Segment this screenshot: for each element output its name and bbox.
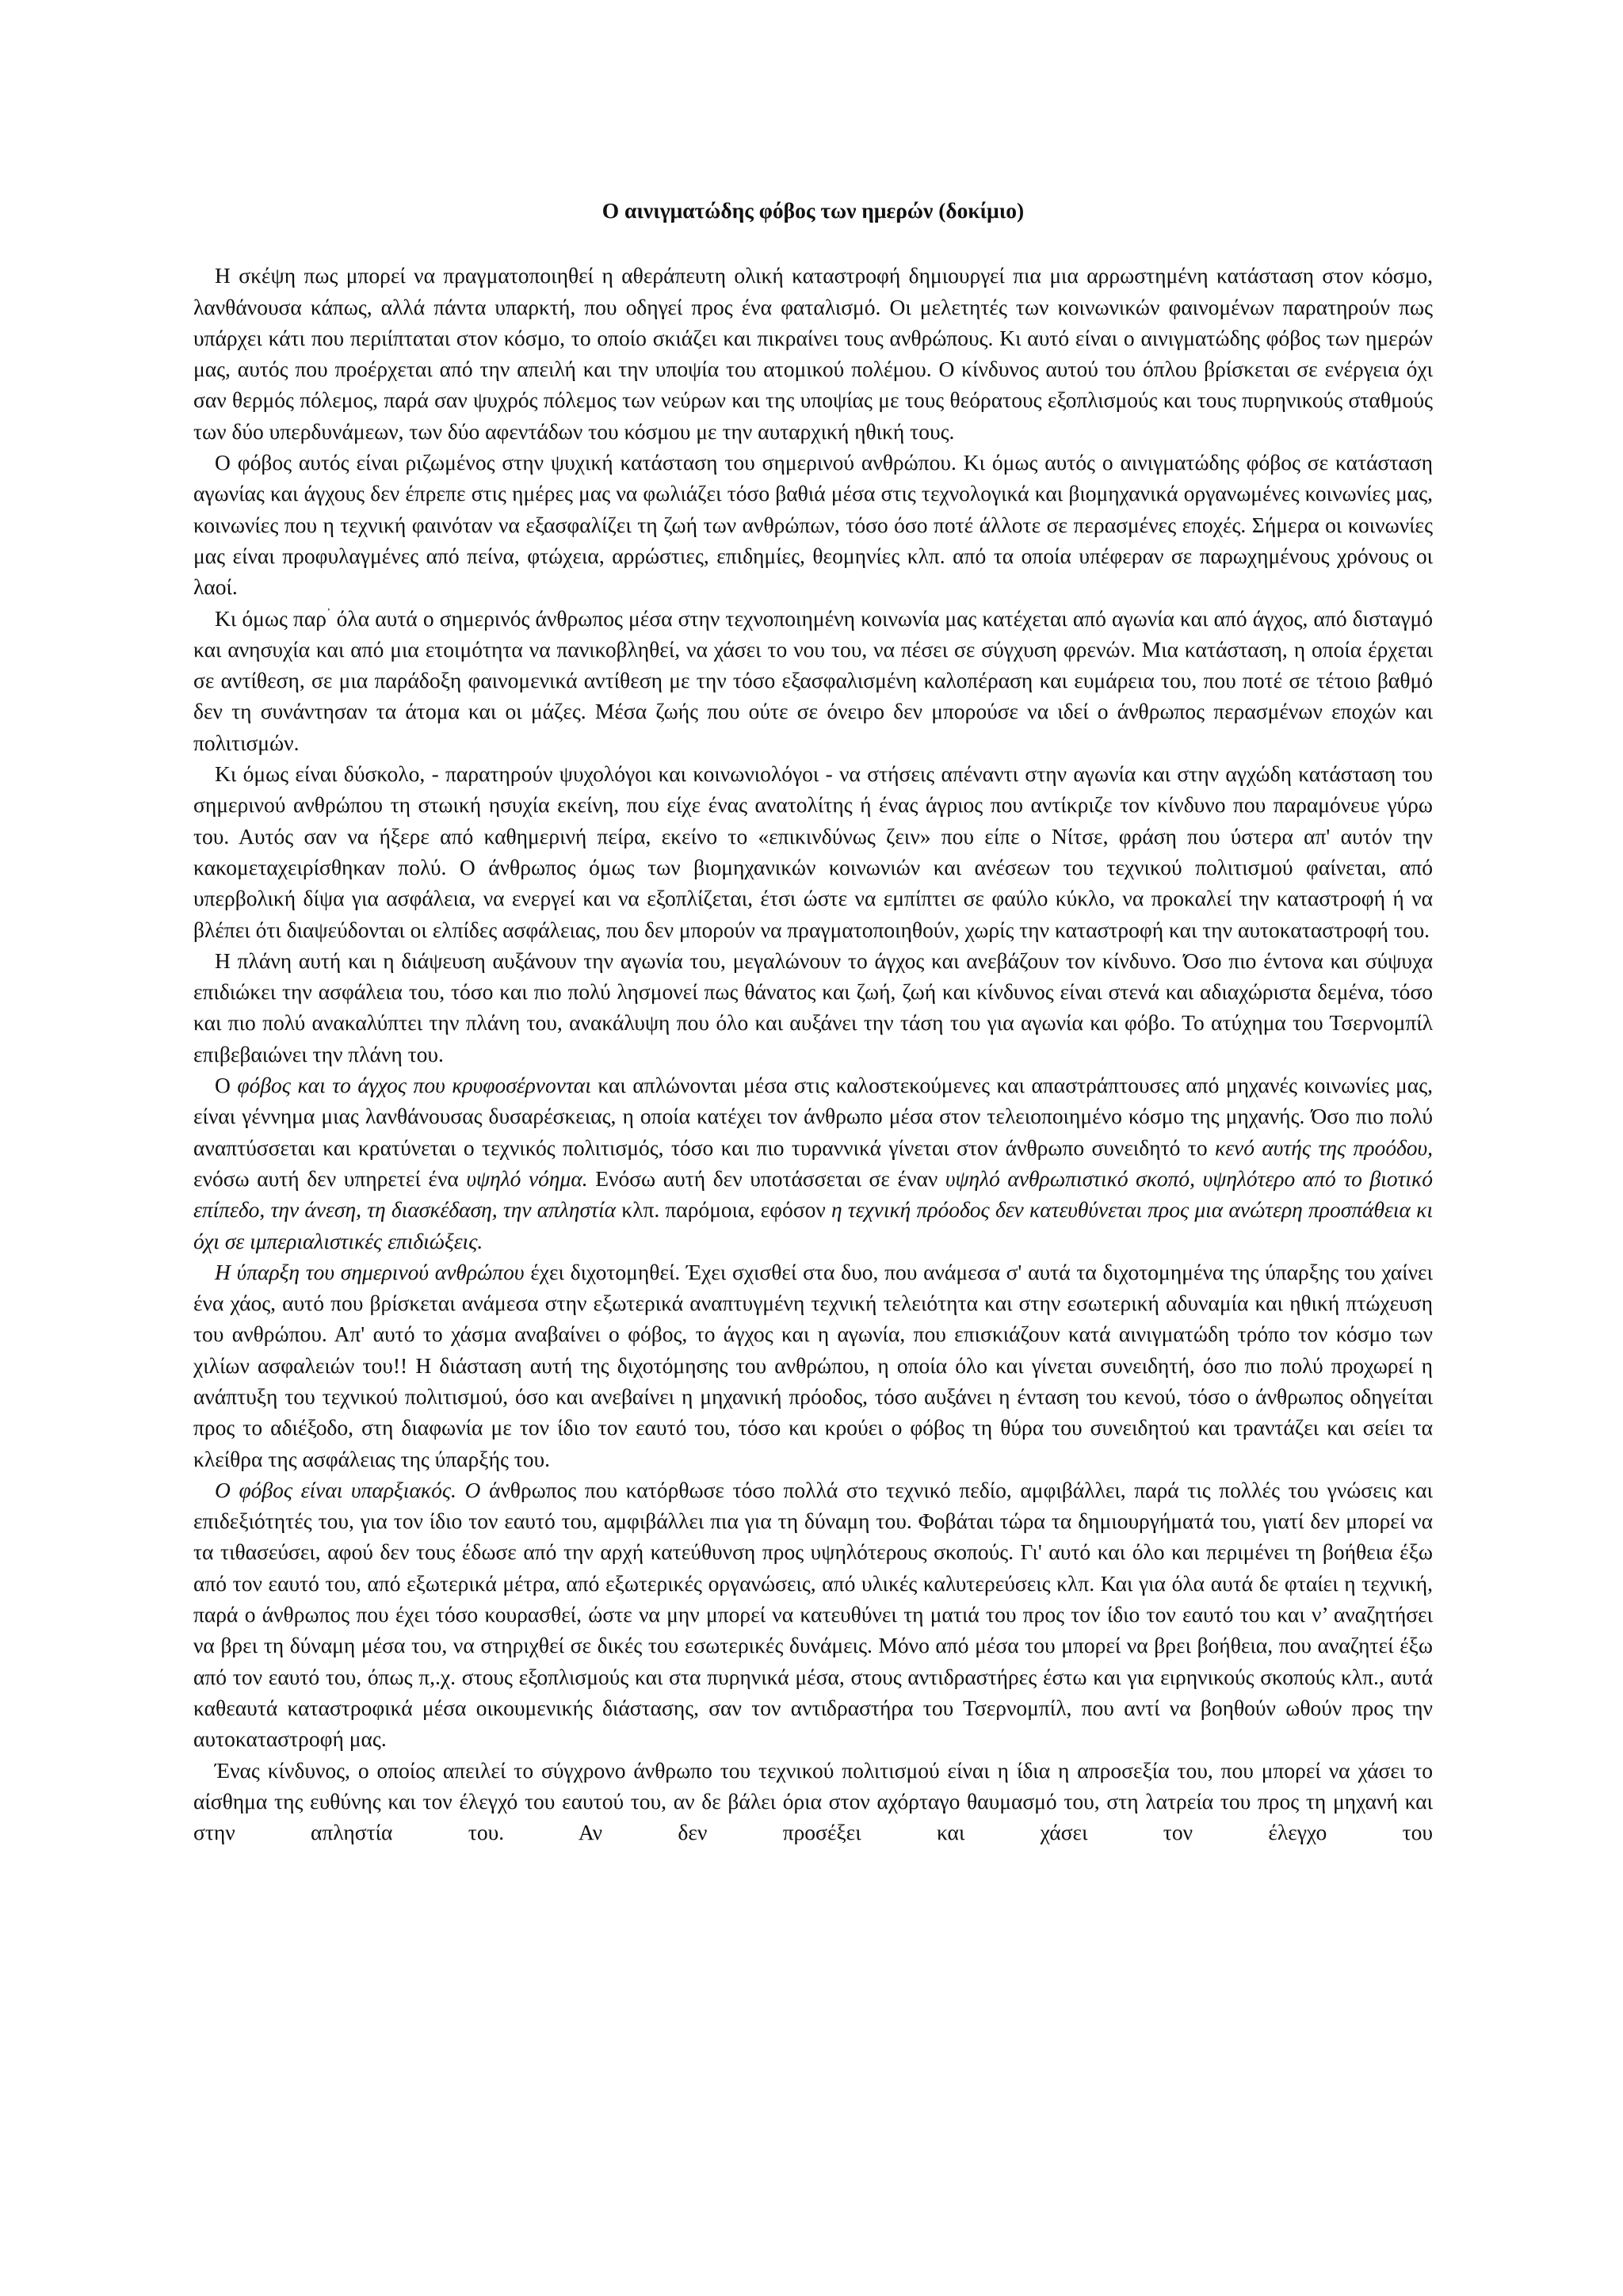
text-run: Ένας κίνδυνος, ο οποίος απειλεί το σύγχρονο άνθρωπο του τεχνικού πολιτισμού είναι η ίδια η απροσεξία του, που μπορεί να χάσει το αίσθημα της ευθύνης και τον έλεγχό του εαυτού του, αν δε βάλει όρια στον αχόρταγο θαυμασμό του, στη λατρεία του προς τη μηχανή και στην απληστία του. Αν δεν προσέξει και χάσει τον έλεγχο του [193, 1757, 1433, 1845]
paragraph [193, 1755, 1433, 1848]
text-run: Κι όμως είναι δύσκολο, - παρατηρούν ψυχολόγοι και κοινωνιολόγοι - να στήσεις απέναντι στην αγωνία και στην αγχώδη κατάσταση του σημερινού ανθρώπου τη στωική ησυχία εκείνη, που είχε ένας ανατολίτης ή ένας άγριος που αντίκριζε τον κίνδυνο που παραμόνευε γύρω του. Αυτός σαν να ήξερε από καθημερινή πείρα, εκείνο το «επικινδύνως ζειν» που είπε ο Νίτσε, φράση που ύστερα απ' αυτόν την κακομεταχειρίσθηκαν πολύ. Ο άνθρωπος όμως των βιομηχανικών κοινωνιών και ανέσεων του τεχνικού πολιτισμού φαίνεται, από υπερβολική δίψα για ασφάλεια, να ενεργεί και να εξοπλίζεται, έτσι ώστε να εμπίπτει σε φαύλο κύκλο, να προκαλεί την καταστροφή ή να βλέπει ότι διαψεύδονται οι ελπίδες ασφάλειας, που δεν μπορούν να πραγματοποιηθούν, χωρίς την καταστροφή και την αυτοκαταστροφή του. [193, 761, 1433, 942]
text-run: κλπ. παρόμοια, εφόσον [616, 1197, 831, 1222]
paragraph [193, 945, 1433, 1070]
essay-text [193, 260, 1433, 1848]
text-run: Η πλάνη αυτή και η διάψευση αυξάνουν την αγωνία του, μεγαλώνουν το άγχος και ανεβάζουν τον κίνδυνο. Όσο πιο έντονα και σύψυχα επιδιώκει την ασφάλεια του, τόσο και πιο πολύ λησμονεί πως θάνατος και ζωή, ζωή και κίνδυνος είναι στενά και αδιαχώριστα δεμένα, τόσο και πιο πολύ ανακαλύπτει την πλάνη του, ανακάλυψη που όλο και αυξάνει την τάση του για αγωνία και φόβο. Το ατύχημα του Τσερνομπίλ επιβεβαιώνει την πλάνη του. [193, 948, 1433, 1066]
paragraph [193, 1474, 1433, 1755]
document-title: Ο αινιγματώδης φόβος των ημερών (δοκίμιο) [601, 198, 1025, 223]
text-run: ενόσω αυτή δεν υπηρετεί ένα [193, 1165, 467, 1191]
italic-text: η τεχνική πρόοδος δεν κατευθύνεται προς μια ανώτερη προσπάθεια κι όχι σε ιμπεριαλιστικές επιδιώξεις. [193, 1197, 1433, 1253]
text-run: και απλώνονται μέσα στις καλοστεκούμενες και απαστράπτουσες από μηχανές κοινωνίες μας, είναι γέννημα μιας λανθάνουσας δυσαρέσκειας, η οποία κατέχει τον άνθρωπο μέσα στον τελειοποιημένο κόσμο της μηχανής. Όσο πιο πολύ αναπτύσσεται και κρατύνεται ο τεχνικός πολιτισμός, τόσο και πιο τυραννικά γίνεται στον άνθρωπο συνειδητό το [193, 1073, 1433, 1160]
italic-text: υψηλό ανθρωπιστικό σκοπό, υψηλότερο από το βιοτικό επίπεδο, την άνεση, τη διασκέδαση, την απληστία [193, 1165, 1433, 1222]
paragraph [193, 603, 1433, 758]
text-run: Κι όμως παρ [215, 605, 327, 631]
text-run: Ο φόβος αυτός είναι ριζωμένος στην ψυχική κατάσταση του σημερινού ανθρώπου. Κι όμως αυτός ο αινιγματώδης φόβος σε κατάσταση αγωνίας και άγχους δεν έπρεπε στις ημέρες μας να φωλιάζει τόσο βαθιά μέσα στις τεχνολογικά και βιομηχανικά οργανωμένες κοινωνίες μας, κοινωνίες που η τεχνική φαινόταν να εξασφαλίζει τη ζωή των ανθρώπων, τόσο όσο ποτέ άλλοτε σε περασμένες εποχές. Σήμερα οι κοινωνίες μας είναι προφυλαγμένες από πείνα, φτώχεια, αρρώστιες, επιδημίες, θεομηνίες κλπ. από τα οποία υπέφεραν σε παρωχημένους χρόνους οι λαοί. [193, 450, 1433, 600]
text-run: Ο [215, 1073, 238, 1098]
paragraph [193, 1257, 1433, 1474]
italic-text: υψηλό νόημα. [466, 1165, 588, 1191]
paragraph [193, 447, 1433, 602]
text-run: Ενόσω αυτή δεν υποτάσσεται σε έναν [587, 1165, 945, 1191]
text-run: όλα αυτά ο σημερινός άνθρωπος μέσα στην τεχνοποιημένη κοινωνία μας κατέχεται από αγωνία και από άγχος, από δισταγμό και ανησυχία και από μια ετοιμότητα να πανικοβληθεί, να χάσει το νου του, να πέσει σε σύγχυση φρενών. Μια κατάσταση, η οποία έρχεται σε αντίθεση, σε μια παράδοξη φαινομενικά αντίθεση με την τόσο εξασφαλισμένη καλοπέραση και ευμάρεια του, που ποτέ σε τέτοιο βαθμό δεν τη συνάντησαν τα άτομα και οι μάζες. Μέσα ζωής που ούτε σε όνειρο δεν μπορούσε να ιδεί ο άνθρωπος περασμένων εποχών και πολιτισμών. [193, 605, 1433, 755]
paragraph [193, 1070, 1433, 1257]
text-run: έχει διχοτομηθεί. Έχει σχισθεί στα δυο, που ανάμεσα σ' αυτά τα διχοτομημένα της ύπαρξης του χαίνει ένα χάος, αυτό που βρίσκεται ανάμεσα στην εξωτερικά αναπτυγμένη τεχνική τελειότητα και στην εσωτερική αδυναμία και ηθική πτώχευση του ανθρώπου. Απ' αυτό το χάσμα αναβαίνει ο φόβος, το άγχος και η αγωνία, που επισκιάζουν κατά αινιγματώδη τρόπο τον κόσμο των χιλίων ασφαλειών του!! Η διάσταση αυτή της διχοτόμησης του ανθρώπου, η οποία όλο και γίνεται συνειδητή, όσο πιο πολύ προχωρεί η ανάπτυξη του τεχνικού πολιτισμού, όσο και ανεβαίνει η μηχανική πρόοδος, τόσο αυξάνει η ένταση του κενού, τόσο ο άνθρωπος οδηγείται προς το αδιέξοδο, στη διαφωνία με τον ίδιο τον εαυτό του, τόσο και κρούει ο φόβος τη θύρα του συνειδητού και τραντάζει και σείει τα κλείθρα της ασφάλειας της ύπαρξής του. [193, 1259, 1433, 1471]
text-run: Η σκέψη πως μπορεί να πραγματοποιηθεί η αθεράπευτη ολική καταστροφή δημιουργεί πια μια αρρωστημένη κατάσταση στον κόσμο, λανθάνουσα κάπως, αλλά πάντα υπαρκτή, που οδηγεί προς ένα φαταλισμό. Οι μελετητές των κοινωνικών φαινομένων παρατηρούν πως υπάρχει κάτι που περιίπταται στον κόσμο, το οποίο σκιάζει και πικραίνει τους ανθρώπους. Κι αυτό είναι ο αινιγματώδης φόβος των ημερών μας, αυτός που προέρχεται από την απειλή και την υποψία του ατομικού πολέμου. Ο κίνδυνος αυτού του όπλου βρίσκεται σε ενέργεια όχι σαν θερμός πόλεμος, παρά σαν ψυχρός πόλεμος των νεύρων και της υποψίας με τους θεόρατους εξοπλισμούς και τους πυρηνικούς σταθμούς των δύο υπερδυνάμεων, των δύο αφεντάδων του κόσμου με την αυταρχική ηθική τους. [193, 263, 1433, 444]
text-run: άνθρωπος που κατόρθωσε τόσο πολλά στο τεχνικό πεδίο, αμφιβάλλει, παρά τις πολλές του γνώσεις και επιδεξιότητές του, για τον ίδιο τον εαυτό του, αμφιβάλλει πια για τη δύναμη του. Φοβάται τώρα τα δημιουργήματά του, γιατί δεν μπορεί να τα τιθασεύσει, αφού δεν τους έδωσε από την αρχή κατεύθυνση προς υψηλότερους σκοπούς. Γι' αυτό και όλο και περιμένει τη βοήθεια έξω από τον εαυτό του, από εξωτερικά μέτρα, από εξωτερικές οργανώσεις, από υλικές καλυτερεύσεις κλπ. Και για όλα αυτά δε φταίει η τεχνική, παρά ο άνθρωπος που έχει τόσο κουρασθεί, ώστε να μην μπορεί να κατευθύνει τη ματιά του προς τον ίδιο τον εαυτό του και ν’ αναζητήσει να βρει τη δύναμη μέσα του, να στηριχθεί σε δικές του εσωτερικές δυνάμεις. Μόνο από μέσα του μπορεί να βρει βοήθεια, που αναζητεί έξω από τον εαυτό του, όπως π,.χ. στους εξοπλισμούς και στα πυρηνικά μέσα, στους αντιδραστήρες έστω και για ειρηνικούς σκοπούς κλπ., αυτά καθεαυτά καταστροφικά μέσα οικουμενικής διάστασης, σαν τον αντιδραστήρα του Τσερνομπίλ, που αντί να βοηθούν ωθούν προς την αυτοκαταστροφή μας. [193, 1477, 1433, 1752]
paragraph [193, 758, 1433, 945]
italic-text: Ο φόβος είναι υπαρξιακός. Ο [215, 1477, 481, 1502]
italic-text: φόβος και το άγχος που κρυφοσέρνονται [237, 1073, 591, 1098]
document-body [193, 195, 1433, 1848]
superscript-mark: ᾽ [327, 605, 331, 621]
italic-text: Η ύπαρξη του σημερινού ανθρώπου [215, 1259, 525, 1284]
paragraph [193, 260, 1433, 447]
italic-text: κενό αυτής της προόδου, [1215, 1135, 1433, 1160]
